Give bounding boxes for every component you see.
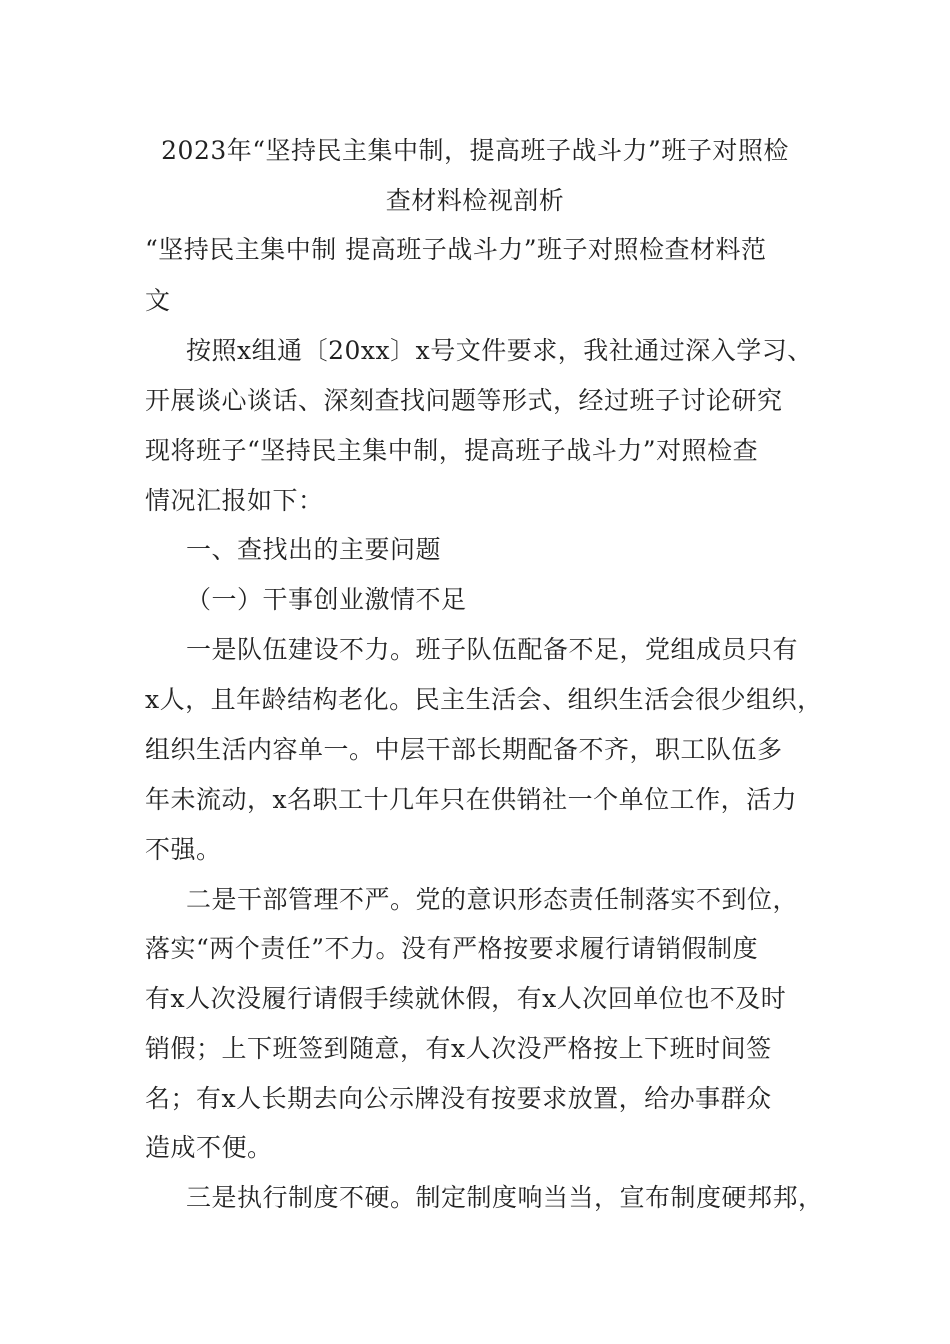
title-line-2: 查材料检视剖析 bbox=[385, 186, 565, 215]
paragraph-3-line-4: 销假；上下班签到随意，有x人次没严格按上下班时间签 bbox=[145, 1034, 772, 1063]
paragraph-1-line-3: 现将班子“坚持民主集中制，提高班子战斗力”对照检查 bbox=[145, 436, 759, 465]
title-line-1: 2023年“坚持民主集中制，提高班子战斗力”班子对照检 bbox=[161, 136, 789, 165]
paragraph-2-line-5: 不强。 bbox=[145, 835, 222, 864]
subtitle-line-1: “坚持民主集中制 提高班子战斗力”班子对照检查材料范 bbox=[145, 235, 767, 264]
paragraph-3-line-5: 名；有x人长期去向公示牌没有按要求放置，给办事群众 bbox=[145, 1084, 772, 1113]
paragraph-2-line-4: 年未流动，x名职工十几年只在供销社一个单位工作，活力 bbox=[145, 785, 798, 814]
paragraph-1-line-4: 情况汇报如下： bbox=[145, 486, 324, 515]
paragraph-1-line-2: 开展谈心谈话、深刻查找问题等形式，经过班子讨论研究 bbox=[145, 386, 783, 415]
paragraph-2-line-2: x人，且年龄结构老化。民主生活会、组织生活会很少组织， bbox=[145, 685, 823, 714]
section-heading-1: 一、查找出的主要问题 bbox=[186, 535, 442, 564]
paragraph-3-line-6: 造成不便。 bbox=[145, 1133, 273, 1162]
paragraph-2-line-1: 一是队伍建设不力。班子队伍配备不足，党组成员只有 bbox=[186, 635, 799, 664]
paragraph-4-line-1: 三是执行制度不硬。制定制度响当当，宣布制度硬邦邦， bbox=[186, 1183, 824, 1212]
paragraph-2-line-3: 组织生活内容单一。中层干部长期配备不齐，职工队伍多 bbox=[145, 735, 783, 764]
subsection-heading-1: （一）干事创业激情不足 bbox=[186, 585, 467, 614]
paragraph-3-line-3: 有x人次没履行请假手续就休假，有x人次回单位也不及时 bbox=[145, 984, 787, 1013]
paragraph-3-line-1: 二是干部管理不严。党的意识形态责任制落实不到位， bbox=[186, 885, 799, 914]
paragraph-3-line-2: 落实“两个责任”不力。没有严格按要求履行请销假制度 bbox=[145, 934, 759, 963]
paragraph-1-line-1: 按照x组通〔20xx〕x号文件要求，我社通过深入学习、 bbox=[186, 336, 813, 365]
subtitle-line-2: 文 bbox=[145, 286, 171, 315]
